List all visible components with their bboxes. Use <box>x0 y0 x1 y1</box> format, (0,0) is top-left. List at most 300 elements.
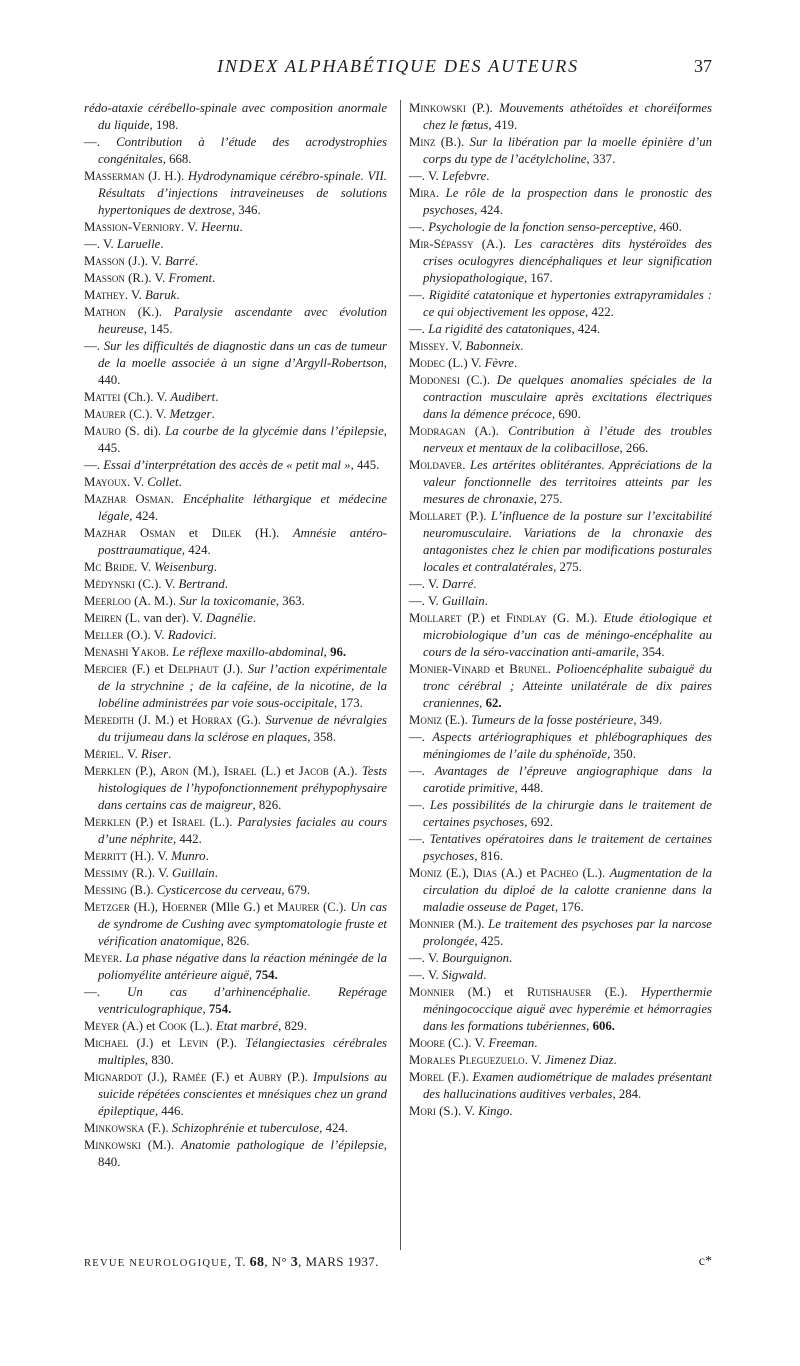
entry-coauthor: Cook <box>158 1019 187 1033</box>
entry-title: Jimenez Diaz <box>544 1053 614 1067</box>
entry-text: (M.) et <box>454 985 527 999</box>
entry-text: (A. M.). <box>130 594 180 608</box>
index-entry <box>84 576 387 593</box>
entry-author: Minkowska <box>84 1121 145 1135</box>
entry-reference: , 176. <box>554 900 584 914</box>
index-entry <box>84 814 387 848</box>
index-entry <box>84 134 387 168</box>
issue-date: , MARS 1937. <box>298 1254 379 1269</box>
entry-text: (K.). <box>125 305 174 319</box>
entry-title: rédo-ataxie cérébello-spinale avec composition anormale du liquide <box>84 101 387 132</box>
entry-text: (P.) et <box>130 815 173 829</box>
index-entry <box>84 474 387 491</box>
signature-mark: c* <box>698 1254 712 1269</box>
entry-reference: , 358. <box>307 730 337 744</box>
entry-reference: , 425. <box>474 934 504 948</box>
entry-title: Sigwald <box>441 968 484 982</box>
entry-reference: . <box>224 577 228 591</box>
entry-author: Monnier <box>409 917 455 931</box>
index-entry <box>84 406 387 423</box>
entry-text: (F.). <box>144 1121 172 1135</box>
index-entry <box>84 899 387 950</box>
entry-reference: , <box>248 968 256 982</box>
entry-title: Hyperthermie méningococcique aiguë avec hyperémie et hémorragies dans les formations tubériennes <box>423 985 713 1033</box>
entry-author: Mazhar Osman <box>84 526 176 540</box>
entry-author: Meyer <box>84 951 119 965</box>
entry-coauthor: Levin <box>178 1036 209 1050</box>
entry-text: (J. H.). <box>144 169 188 183</box>
column-divider <box>400 100 401 1250</box>
entry-coauthor: Dias <box>473 866 497 880</box>
entry-author: Masson <box>84 254 125 268</box>
entry-text: —. <box>84 985 128 999</box>
entry-title: Survenue de névralgies du trijumeau dans la sclérose en plaques <box>98 713 387 744</box>
entry-reference: . <box>212 271 216 285</box>
entry-text: . V. <box>180 220 202 234</box>
entry-reference: , 448. <box>514 781 544 795</box>
entry-title: Radovici <box>167 628 214 642</box>
entry-reference: , 424. <box>474 203 503 217</box>
entry-text: . V. <box>127 475 148 489</box>
entry-title: L’influence de la posture sur l’excitabilité neuromusculaire. Variations de la chronaxie des antagonistes chez le chien par modifications posturales locales et contralatérales <box>423 509 712 574</box>
entry-author: Minkowski <box>84 1138 141 1152</box>
entry-reference: , 826. <box>220 934 250 948</box>
index-entry <box>409 423 712 457</box>
tome-label: , T. <box>227 1254 250 1269</box>
entry-author: Mercier <box>84 662 128 676</box>
entry-text: . V. <box>120 747 142 761</box>
index-entry <box>84 457 387 474</box>
entry-author: Meyer <box>84 1019 119 1033</box>
entry-reference: , 840. <box>98 1138 387 1169</box>
entry-author: Mériel <box>84 747 121 761</box>
index-entry <box>409 287 712 321</box>
entry-text: . <box>170 492 183 506</box>
entry-text: (L. van der). V. <box>121 611 206 625</box>
entry-author: Moore <box>409 1036 445 1050</box>
entry-author: Mazhar Osman <box>84 492 171 506</box>
entry-title: Le rôle de la prospection dans le pronostic des psychoses <box>423 186 712 217</box>
entry-reference: . <box>214 866 218 880</box>
entry-text: (S.). V. <box>435 1104 479 1118</box>
index-entry <box>409 338 712 355</box>
entry-reference: . <box>213 628 217 642</box>
entry-reference: , 445. <box>350 458 380 472</box>
entry-text: (A.) et <box>118 1019 159 1033</box>
index-entry <box>409 1103 712 1120</box>
index-entry <box>84 882 387 899</box>
index-entry <box>409 797 712 831</box>
entry-text: . <box>435 186 446 200</box>
entry-text: . <box>118 951 126 965</box>
index-entry <box>409 865 712 916</box>
entry-author: Moldaver <box>409 458 463 472</box>
index-entry <box>84 423 387 457</box>
entry-reference: . <box>252 611 257 625</box>
entry-page-bold: 606. <box>592 1019 615 1033</box>
entry-reference: , 424. <box>129 509 159 523</box>
entry-reference: , 346. <box>231 203 261 217</box>
index-entry <box>409 185 712 219</box>
entry-text: (J.), <box>142 1070 173 1084</box>
entry-coauthor: Dilek <box>211 526 242 540</box>
entry-reference: , 275. <box>553 560 582 574</box>
entry-reference: . <box>176 288 180 302</box>
entry-title: Metzger <box>169 407 212 421</box>
entry-reference: . <box>509 1104 513 1118</box>
entry-reference: , <box>323 645 331 659</box>
entry-title: Les artérites oblitérantes. Appréciations de la valeur fonctionnelle des territoires atteints par les mesures de chronaxie <box>423 458 712 506</box>
entry-reference: . <box>520 339 524 353</box>
entry-title: Sur la libération par la moelle épinière d’un corps du type de l’acétylcholine <box>423 135 712 166</box>
entry-text: (L.). <box>186 1019 216 1033</box>
entry-text: —. <box>409 832 430 846</box>
tome-number: 68 <box>249 1255 265 1270</box>
entry-title: Les caractères dits hystéroïdes des crises oculogyres diencéphaliques et leur signification physiopathologique <box>423 237 712 285</box>
entry-text: (R.). V. <box>124 271 169 285</box>
entry-text: (E.). <box>441 713 472 727</box>
entry-title: Essai d’interprétation des accès de « petit mal » <box>103 458 351 472</box>
entry-title: De quelques anomalies spéciales de la contraction musculaire après excitations électriques dans la démence précoce <box>423 373 713 421</box>
entry-reference: , 350. <box>607 747 636 761</box>
entry-text: —. V. <box>409 577 442 591</box>
entry-title: Bourguignon <box>441 951 510 965</box>
entry-text: —. <box>409 764 435 778</box>
index-entry <box>409 610 712 661</box>
entry-title: Barré <box>164 254 195 268</box>
entry-reference: . <box>473 577 477 591</box>
entry-reference: , 275. <box>533 492 563 506</box>
index-entry <box>409 950 712 967</box>
entry-text: (H.), <box>129 900 162 914</box>
index-entry <box>84 338 387 389</box>
entry-text: (M.). <box>454 917 489 931</box>
entry-author: Merritt <box>84 849 127 863</box>
entry-reference: , 173. <box>334 696 363 710</box>
entry-text: (F.). <box>443 1070 473 1084</box>
entry-coauthor: Findlay <box>505 611 547 625</box>
entry-author: Mc Bride <box>84 560 135 574</box>
entry-reference: , 424. <box>181 543 211 557</box>
index-entry <box>84 559 387 576</box>
entry-reference: , 198. <box>149 118 179 132</box>
entry-title: Etat marbré <box>215 1019 279 1033</box>
index-entry <box>84 253 387 270</box>
entry-title: La rigidité des catatoniques <box>428 322 572 336</box>
entry-text: —. <box>409 322 429 336</box>
entry-reference: . <box>484 594 488 608</box>
entry-text: (A.) et <box>496 866 541 880</box>
entry-text: (S. di). <box>120 424 166 438</box>
entry-text: . V. <box>445 339 466 353</box>
entry-reference: . <box>213 560 217 574</box>
entry-title: Bertrand <box>178 577 225 591</box>
entry-coauthor: Hoerner <box>161 900 208 914</box>
running-header <box>84 56 712 84</box>
entry-text: (P.) et <box>461 611 506 625</box>
index-entry <box>409 372 712 423</box>
entry-page-bold: 754. <box>255 968 278 982</box>
entry-text: —. V. <box>409 594 442 608</box>
index-entry <box>84 712 387 746</box>
index-entry <box>409 729 712 763</box>
entry-author: Mèdynski <box>84 577 135 591</box>
entry-reference: , 446. <box>154 1104 184 1118</box>
index-entry <box>409 1052 712 1069</box>
index-entry <box>84 746 387 763</box>
entry-text: (B.). <box>126 883 157 897</box>
entry-coauthor: Jacob <box>298 764 329 778</box>
entry-title: Babonneix <box>465 339 521 353</box>
index-entry <box>84 1018 387 1035</box>
entry-text: (L.) et <box>256 764 299 778</box>
entry-reference: , 422. <box>585 305 614 319</box>
entry-text: (A.). <box>473 237 515 251</box>
index-entry <box>84 100 387 134</box>
entry-reference: , 442. <box>172 832 202 846</box>
entry-text: (A.). <box>328 764 362 778</box>
entry-text: (Ch.). V. <box>120 390 171 404</box>
entry-reference: , 145. <box>143 322 173 336</box>
entry-text: . V. <box>134 560 155 574</box>
index-entry <box>409 712 712 729</box>
entry-coauthor: Pacheo <box>540 866 579 880</box>
entry-title: Augmentation de la circulation du diploé de la calotte cranienne dans la maladie osseuse de Paget <box>423 866 713 914</box>
entry-reference: , 816. <box>474 849 503 863</box>
entry-reference: , <box>479 696 486 710</box>
entry-text: —. <box>409 730 433 744</box>
journal-footer <box>84 1254 712 1276</box>
entry-text: (L.) V. <box>444 356 485 370</box>
index-entry <box>84 389 387 406</box>
index-entry <box>84 287 387 304</box>
index-column-left <box>84 100 387 1171</box>
entry-text: (J. M.) et <box>133 713 192 727</box>
index-entry <box>409 134 712 168</box>
index-entry <box>84 270 387 287</box>
entry-author: Meerloo <box>84 594 131 608</box>
index-entry <box>409 916 712 950</box>
entry-title: Fèvre <box>484 356 514 370</box>
entry-title: Examen audiométrique de malades présentant des hallucinations auditives verbales <box>423 1070 712 1101</box>
index-entry <box>84 525 387 559</box>
entry-title: Le réflexe maxillo-abdominal <box>172 645 324 659</box>
entry-coauthor: Aubry <box>248 1070 283 1084</box>
entry-text: —. V. <box>84 237 117 251</box>
index-entry <box>409 1035 712 1052</box>
entry-author: Maurer <box>84 407 126 421</box>
entry-title: Sur l’action expérimentale de la strychnine ; de la caféine, de la nicotine, de la lobéline administrées par voie sous-occipitale <box>98 662 387 710</box>
entry-reference: , 349. <box>633 713 663 727</box>
index-entry <box>409 355 712 372</box>
entry-author: Messimy <box>84 866 129 880</box>
entry-title: Sur les difficultés de diagnostic dans un cas de tumeur de la moelle associée à un signe d’Argyll-Robertson <box>98 339 388 370</box>
entry-title: Sur la toxicomanie <box>179 594 276 608</box>
entry-text: (E.). <box>591 985 641 999</box>
index-entry <box>84 865 387 882</box>
entry-title: Polioencéphalite subaiguë du tronc cérébral ; Atteinte unilatérale de dix paires craniennes <box>423 662 712 710</box>
entry-title: Rigidité catatonique et hypertonies extrapyramidales : ce qui objectivement les oppose <box>423 288 712 319</box>
entry-coauthor: Ramée <box>172 1070 207 1084</box>
entry-reference: , 829. <box>278 1019 307 1033</box>
entry-author: Mathon <box>84 305 126 319</box>
entry-reference: , 460. <box>653 220 682 234</box>
entry-text: . <box>165 645 173 659</box>
index-entry <box>409 967 712 984</box>
entry-author: Menashi Yakob <box>84 645 166 659</box>
entry-author: Minz <box>409 135 436 149</box>
index-entry <box>409 168 712 185</box>
entry-reference: . <box>509 951 513 965</box>
entry-title: Cysticercose du cerveau <box>156 883 282 897</box>
index-entry <box>84 610 387 627</box>
entry-author: Monnier <box>409 985 455 999</box>
entry-text: (E.), <box>441 866 474 880</box>
index-entry <box>409 100 712 134</box>
entry-reference: . <box>168 747 172 761</box>
entry-title: Guillain <box>441 594 485 608</box>
entry-reference: , 440. <box>98 356 387 387</box>
entry-reference: , 445. <box>98 424 387 455</box>
index-entry <box>84 491 387 525</box>
entry-title: Le traitement des psychoses par la narcose prolongée <box>423 917 712 948</box>
entry-text: —. <box>409 798 430 812</box>
index-entry <box>409 508 712 576</box>
entry-text: (L.). <box>578 866 610 880</box>
entry-author: Morales Pleguezuelo <box>409 1053 525 1067</box>
entry-title: Tumeurs de la fosse postérieure <box>471 713 634 727</box>
entry-coauthor: Brunel <box>509 662 548 676</box>
entry-author: Mir-Sépassy <box>409 237 474 251</box>
entry-reference: , 668. <box>162 152 192 166</box>
entry-author: Mollaret <box>409 509 462 523</box>
index-entry <box>409 321 712 338</box>
entry-text: —. <box>409 288 429 302</box>
entry-title: Guillain <box>172 866 215 880</box>
entry-author: Merklen <box>84 764 131 778</box>
entry-reference: , 284. <box>612 1087 642 1101</box>
entry-title: Froment <box>168 271 213 285</box>
entry-coauthor: Rutishauser <box>526 985 592 999</box>
entry-reference: , 690. <box>551 407 581 421</box>
entry-title: Amnésie antéro-posttraumatique <box>98 526 388 557</box>
entry-text: (M.). <box>140 1138 182 1152</box>
entry-title: Tentatives opératoires dans le traitement de certaines psychoses <box>423 832 712 863</box>
entry-page-bold: 96. <box>330 645 347 659</box>
entry-reference: , 337. <box>586 152 616 166</box>
entry-title: Schizophrénie et tuberculose <box>171 1121 320 1135</box>
entry-title: Laruelle <box>116 237 161 251</box>
index-entry <box>84 1035 387 1069</box>
index-entry <box>409 576 712 593</box>
index-entry <box>409 661 712 712</box>
entry-text: —. V. <box>409 169 442 183</box>
entry-title: Munro <box>171 849 206 863</box>
entry-title: Darré <box>441 577 474 591</box>
entry-page-bold: 62. <box>485 696 502 710</box>
entry-title: Contribution à l’étude des troubles nerveux et mentaux de la colibacillose <box>423 424 712 455</box>
entry-text: (P.). <box>208 1036 246 1050</box>
entry-text: (C.). V. <box>134 577 179 591</box>
entry-text: . <box>462 458 470 472</box>
entry-author: Mignardot <box>84 1070 143 1084</box>
header-title: INDEX ALPHABÉTIQUE DES AUTEURS <box>217 56 579 76</box>
entry-page-bold: 754. <box>208 1002 232 1016</box>
entry-reference: , 363. <box>275 594 305 608</box>
entry-coauthor: Israel <box>223 764 257 778</box>
entry-title: Riser <box>141 747 169 761</box>
entry-title: Avantages de l’épreuve angiographique dans la carotide primitive <box>423 764 712 795</box>
entry-text: (L.). <box>204 815 238 829</box>
entry-reference: , 424. <box>319 1121 348 1135</box>
entry-reference: . <box>178 475 182 489</box>
entry-author: Merklen <box>84 815 131 829</box>
entry-text: . V. <box>124 288 146 302</box>
entry-text: (G.). <box>232 713 266 727</box>
entry-coauthor: Horrax <box>191 713 233 727</box>
entry-title: Freeman <box>488 1036 535 1050</box>
entry-title: Les possibilités de la chirurgie dans le traitement de certaines psychoses <box>423 798 712 829</box>
entry-author: Mollaret <box>409 611 462 625</box>
entry-reference: . <box>211 407 215 421</box>
entry-text: —. <box>84 135 117 149</box>
entry-coauthor: Maurer <box>277 900 320 914</box>
entry-text: et <box>175 526 212 540</box>
index-entry <box>84 950 387 984</box>
entry-author: Morel <box>409 1070 444 1084</box>
entry-author: Meredith <box>84 713 134 727</box>
entry-text: . V. <box>524 1053 545 1067</box>
entry-reference: , 692. <box>524 815 554 829</box>
index-entry <box>409 984 712 1035</box>
entry-title: Weisenburg <box>154 560 214 574</box>
entry-author: Mathey <box>84 288 125 302</box>
index-entry <box>84 763 387 814</box>
entry-reference: , 167. <box>523 271 553 285</box>
entry-author: Monier-Vinard <box>409 662 490 676</box>
entry-reference: , 354. <box>635 645 665 659</box>
entry-author: Meiren <box>84 611 122 625</box>
entry-title: Etude étiologique et microbiologique d’un cas de méningo-encéphalite au cours de la séro-vaccination anti-amarile <box>423 611 712 659</box>
entry-text: (P.), <box>130 764 161 778</box>
index-column-right <box>409 100 712 1120</box>
index-entry <box>409 457 712 508</box>
entry-text: . <box>547 662 557 676</box>
journal-citation <box>84 1254 379 1271</box>
entry-text: (H.). V. <box>126 849 172 863</box>
entry-title: La courbe de la glycémie dans l’épilepsie <box>165 424 384 438</box>
entry-reference: . <box>483 968 487 982</box>
entry-title: Un cas d’arhinencéphalie. Repérage ventriculographique <box>98 985 387 1016</box>
index-entry <box>409 763 712 797</box>
index-entry <box>409 1069 712 1103</box>
entry-author: Messing <box>84 883 127 897</box>
entry-title: Audibert <box>170 390 216 404</box>
entry-coauthor: Israel <box>172 815 205 829</box>
entry-author: Masserman <box>84 169 145 183</box>
journal-name: REVUE NEUROLOGIQUE <box>84 1258 228 1269</box>
entry-text: (C.). V. <box>444 1036 489 1050</box>
index-entry <box>84 304 387 338</box>
entry-title: Heernu <box>201 220 240 234</box>
entry-reference: . <box>239 220 243 234</box>
entry-text: (P.). <box>282 1070 313 1084</box>
entry-title: Paralysie ascendante avec évolution heureuse <box>98 305 387 336</box>
entry-reference: , 826. <box>252 798 282 812</box>
entry-text: (R.). V. <box>128 866 173 880</box>
entry-title: Collet <box>147 475 179 489</box>
entry-reference: , 830. <box>144 1053 174 1067</box>
